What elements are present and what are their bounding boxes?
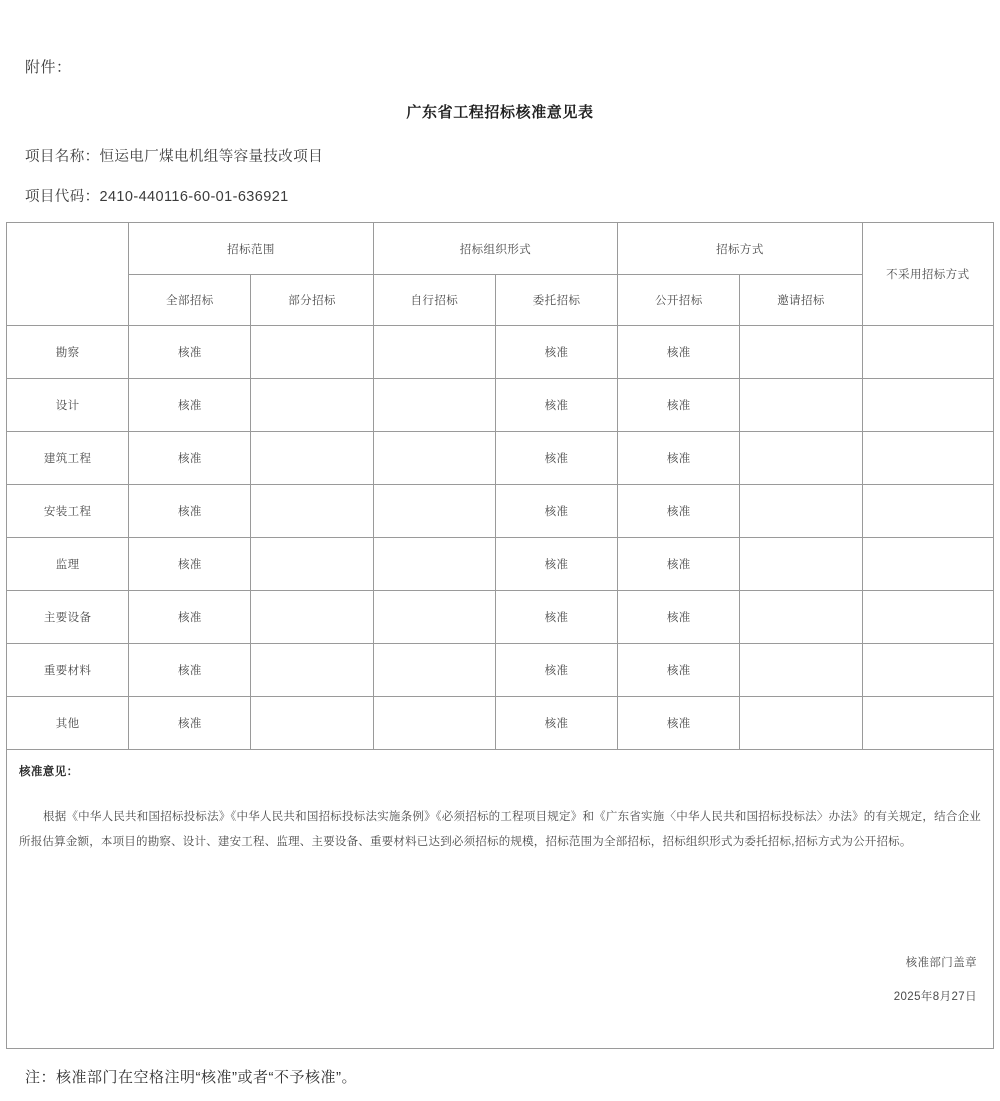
attachment-label: 附件： [25, 59, 72, 76]
cell-invited-bidding[interactable] [740, 697, 862, 750]
cell-public-bidding[interactable]: 核准 [618, 379, 740, 432]
cell-all-bidding[interactable]: 核准 [129, 591, 251, 644]
cell-public-bidding[interactable]: 核准 [618, 432, 740, 485]
cell-entrusted-bidding[interactable]: 核准 [495, 379, 617, 432]
subheader-self-bidding: 自行招标 [373, 275, 495, 326]
cell-self-bidding[interactable] [373, 485, 495, 538]
table-row [7, 326, 994, 379]
table-row [7, 697, 994, 750]
cell-entrusted-bidding[interactable]: 核准 [495, 326, 617, 379]
cell-invited-bidding[interactable] [740, 379, 862, 432]
table-row [7, 591, 994, 644]
table-row [7, 432, 994, 485]
cell-no-bidding[interactable] [862, 538, 993, 591]
row-label: 其他 [7, 697, 129, 750]
cell-invited-bidding[interactable] [740, 432, 862, 485]
bidding-approval-table [6, 222, 994, 1049]
cell-partial-bidding[interactable] [251, 432, 373, 485]
table-header-group-row [7, 223, 994, 275]
cell-self-bidding[interactable] [373, 326, 495, 379]
cell-all-bidding[interactable]: 核准 [129, 326, 251, 379]
opinion-row [7, 750, 994, 1049]
cell-no-bidding[interactable] [862, 644, 993, 697]
cell-all-bidding[interactable]: 核准 [129, 379, 251, 432]
project-code: 项目代码：2410-440116-60-01-636921 [25, 189, 289, 205]
subheader-all-bidding: 全部招标 [129, 275, 251, 326]
opinion-body: 根据《中华人民共和国招标投标法》《中华人民共和国招标投标法实施条例》《必须招标的工程项目规定》和《广东省实施〈中华人民共和国招标投标法〉办法》的有关规定，结合企业所报估算金额，本项目的勘察、设计、建安工程、监理、主要设备、重要材料已达到必须招标的规模，招标范围为全部招标，招标组织形式为委托招标,招标方式为公开招标。 [19, 811, 981, 848]
row-label: 设计 [7, 379, 129, 432]
row-label: 重要材料 [7, 644, 129, 697]
project-name: 项目名称：恒运电厂煤电机组等容量技改项目 [25, 149, 323, 165]
row-label: 主要设备 [7, 591, 129, 644]
cell-self-bidding[interactable] [373, 591, 495, 644]
header-organization-form: 招标组织形式 [373, 223, 617, 275]
cell-invited-bidding[interactable] [740, 538, 862, 591]
row-label: 监理 [7, 538, 129, 591]
cell-entrusted-bidding[interactable]: 核准 [495, 432, 617, 485]
cell-invited-bidding[interactable] [740, 591, 862, 644]
cell-entrusted-bidding[interactable]: 核准 [495, 591, 617, 644]
cell-no-bidding[interactable] [862, 485, 993, 538]
cell-invited-bidding[interactable] [740, 644, 862, 697]
cell-self-bidding[interactable] [373, 432, 495, 485]
cell-public-bidding[interactable]: 核准 [618, 591, 740, 644]
cell-partial-bidding[interactable] [251, 485, 373, 538]
cell-partial-bidding[interactable] [251, 538, 373, 591]
page-title: 广东省工程招标核准意见表 [406, 104, 594, 121]
cell-entrusted-bidding[interactable]: 核准 [495, 644, 617, 697]
row-label: 建筑工程 [7, 432, 129, 485]
cell-public-bidding[interactable]: 核准 [618, 644, 740, 697]
cell-partial-bidding[interactable] [251, 697, 373, 750]
cell-no-bidding[interactable] [862, 432, 993, 485]
cell-all-bidding[interactable]: 核准 [129, 432, 251, 485]
subheader-invited-bidding: 邀请招标 [740, 275, 862, 326]
table-row [7, 644, 994, 697]
cell-self-bidding[interactable] [373, 697, 495, 750]
cell-public-bidding[interactable]: 核准 [618, 538, 740, 591]
table-header-sub-row [7, 275, 994, 326]
opinion-title: 核准意见： [19, 766, 79, 778]
cell-partial-bidding[interactable] [251, 644, 373, 697]
table-corner-cell [7, 223, 129, 326]
opinion-cell [7, 750, 994, 1049]
cell-partial-bidding[interactable] [251, 591, 373, 644]
header-scope: 招标范围 [129, 223, 373, 275]
cell-partial-bidding[interactable] [251, 326, 373, 379]
table-body [7, 326, 994, 1049]
cell-entrusted-bidding[interactable]: 核准 [495, 697, 617, 750]
cell-entrusted-bidding[interactable]: 核准 [495, 538, 617, 591]
cell-no-bidding[interactable] [862, 379, 993, 432]
header-bidding-method: 招标方式 [618, 223, 862, 275]
row-label: 安装工程 [7, 485, 129, 538]
table-row [7, 538, 994, 591]
cell-all-bidding[interactable]: 核准 [129, 697, 251, 750]
signature-block [894, 946, 977, 1014]
seal-label: 核准部门盖章 [905, 957, 977, 969]
cell-all-bidding[interactable]: 核准 [129, 538, 251, 591]
cell-entrusted-bidding[interactable]: 核准 [495, 485, 617, 538]
cell-partial-bidding[interactable] [251, 379, 373, 432]
table-head [7, 223, 994, 326]
cell-public-bidding[interactable]: 核准 [618, 326, 740, 379]
subheader-partial-bidding: 部分招标 [251, 275, 373, 326]
cell-no-bidding[interactable] [862, 697, 993, 750]
cell-all-bidding[interactable]: 核准 [129, 485, 251, 538]
cell-public-bidding[interactable]: 核准 [618, 697, 740, 750]
cell-invited-bidding[interactable] [740, 485, 862, 538]
cell-no-bidding[interactable] [862, 326, 993, 379]
approval-date: 2025年8月27日 [893, 991, 977, 1003]
subheader-public-bidding: 公开招标 [618, 275, 740, 326]
cell-self-bidding[interactable] [373, 538, 495, 591]
header-no-bidding: 不采用招标方式 [862, 223, 993, 326]
row-label: 勘察 [7, 326, 129, 379]
cell-no-bidding[interactable] [862, 591, 993, 644]
footer-note: 注：核准部门在空格注明“核准”或者“不予核准”。 [25, 1069, 357, 1086]
cell-invited-bidding[interactable] [740, 326, 862, 379]
cell-self-bidding[interactable] [373, 379, 495, 432]
table-row [7, 485, 994, 538]
cell-self-bidding[interactable] [373, 644, 495, 697]
cell-public-bidding[interactable]: 核准 [618, 485, 740, 538]
cell-all-bidding[interactable]: 核准 [129, 644, 251, 697]
table-row [7, 379, 994, 432]
subheader-entrusted-bidding: 委托招标 [495, 275, 617, 326]
